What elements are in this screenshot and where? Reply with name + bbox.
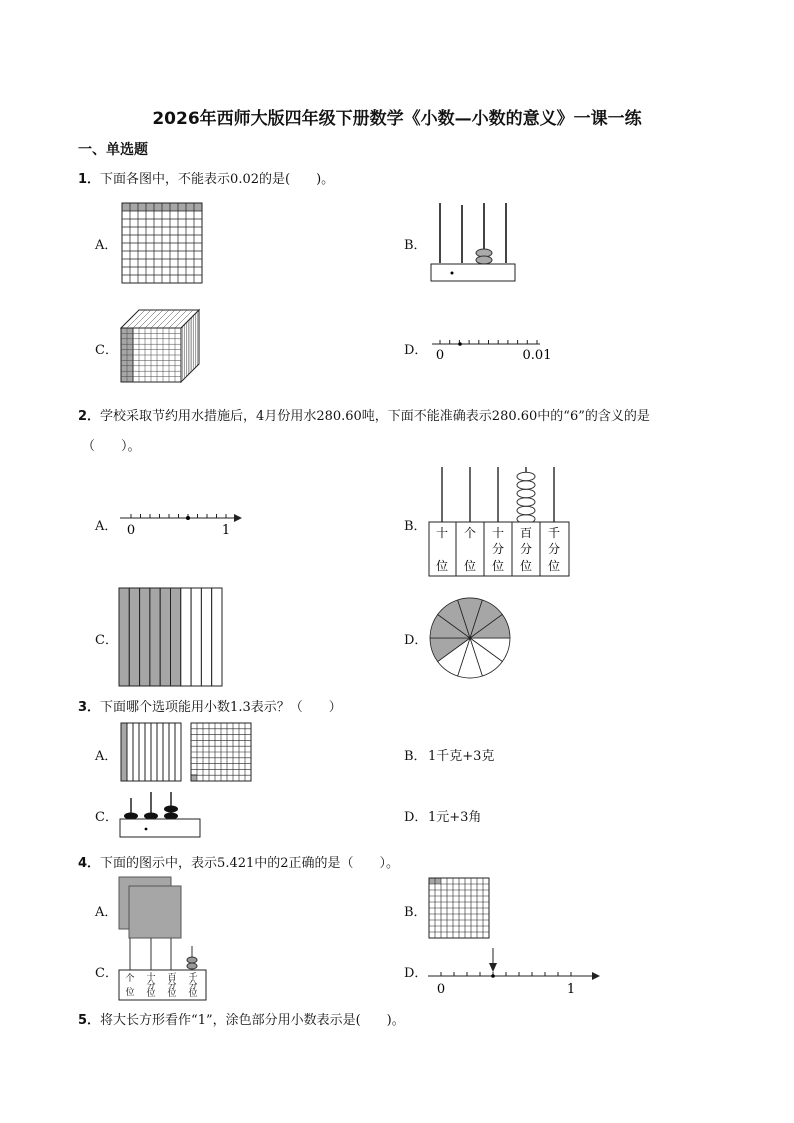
question-text: 下面各图中，不能表示0.02的是( )。: [100, 172, 335, 187]
place-label: 个: [125, 974, 135, 984]
option-label: C．: [95, 810, 118, 825]
place-value-abacus: [428, 467, 573, 579]
page-title: 2026年西师大版四年级下册数学《小数—小数的意义》一课一练: [152, 109, 642, 129]
hundred-grid-figure: [121, 202, 203, 284]
strip: [175, 723, 181, 781]
strips-and-grid-figure: [120, 722, 260, 784]
number-line-figure: [432, 336, 552, 366]
place-label: 位: [463, 559, 477, 573]
strip: [201, 588, 211, 686]
strip: [171, 588, 181, 686]
tick-label: 0: [436, 982, 446, 997]
question-number: 4．: [78, 856, 101, 871]
question-text: 下面的图示中，表示5.421中的2正确的是（ ）。: [100, 856, 400, 871]
bead: [517, 472, 535, 481]
option-label: A．: [95, 519, 118, 534]
abacus-figure: [119, 792, 203, 840]
question-number: 3．: [78, 700, 101, 715]
strip: [145, 723, 151, 781]
question-5: [78, 1009, 405, 1028]
abacus-figure: [430, 203, 520, 283]
place-label: 位: [188, 989, 198, 999]
strip: [212, 588, 222, 686]
place-label: 位: [435, 559, 449, 573]
tick-label: 1: [566, 982, 576, 997]
place-label: 分: [491, 542, 505, 556]
hundred-grid-figure: [428, 877, 492, 941]
strip: [181, 588, 191, 686]
section-heading: 一、单选题: [78, 142, 148, 158]
strip: [139, 723, 145, 781]
option-label: A．: [95, 749, 118, 764]
strip: [127, 723, 133, 781]
strip: [160, 588, 170, 686]
strip: [121, 723, 127, 781]
place-label: 千: [188, 973, 198, 983]
option-label: C．: [95, 343, 118, 358]
strip: [119, 588, 129, 686]
option-label: B．: [404, 905, 427, 920]
option-text: 1元+3角: [428, 810, 482, 825]
question-2-blank: （ ）。: [82, 439, 141, 454]
place-label: 千: [547, 526, 561, 540]
place-label: 位: [519, 559, 533, 573]
strip: [129, 588, 139, 686]
option-label: C．: [95, 966, 118, 981]
place-label: 十: [491, 526, 505, 540]
tick-label: 0: [435, 348, 445, 363]
option-label: B．: [404, 749, 427, 764]
place-label: 分: [519, 542, 533, 556]
number-line-figure: [120, 510, 245, 540]
bead: [517, 481, 535, 490]
place-label: 位: [125, 988, 135, 998]
tenths-strip-figure: [118, 587, 224, 689]
place-label: 位: [146, 989, 156, 999]
two-squares-figure: [118, 876, 184, 942]
place-label: 百: [167, 973, 177, 983]
strip: [163, 723, 169, 781]
question-2: [78, 405, 650, 424]
pie-sector-figure: [428, 596, 512, 680]
tick-label: 1: [221, 523, 231, 538]
strip: [169, 723, 175, 781]
place-label: 分: [188, 981, 198, 991]
option-text: 1千克+3克: [428, 749, 495, 764]
option-label: D．: [404, 810, 428, 825]
option-label: D．: [404, 966, 428, 981]
tick-label: 0: [126, 523, 136, 538]
place-label: 十: [435, 526, 449, 540]
strip: [140, 588, 150, 686]
question-4: [78, 852, 399, 871]
option-label: B．: [404, 519, 427, 534]
question-1: [78, 168, 334, 187]
question-number: 2．: [78, 409, 101, 424]
question-number: 5．: [78, 1013, 101, 1028]
strip: [191, 588, 201, 686]
place-label: 十: [146, 973, 156, 983]
strip: [157, 723, 163, 781]
question-3: [78, 696, 342, 715]
place-label: 百: [519, 526, 533, 540]
number-line-figure: [428, 948, 603, 996]
place-label: 分: [547, 542, 561, 556]
place-value-abacus: [118, 938, 228, 1004]
option-label: A．: [95, 238, 118, 253]
place-label: 分: [146, 981, 156, 991]
place-label: 个: [463, 526, 477, 540]
question-number: 1．: [78, 172, 101, 187]
strip: [150, 588, 160, 686]
thousand-cube-figure: [121, 306, 201, 386]
place-label: 位: [491, 559, 505, 573]
option-label: D．: [404, 343, 428, 358]
strip: [133, 723, 139, 781]
place-label: 分: [167, 981, 177, 991]
question-text: 学校采取节约用水措施后，4月份用水280.60吨，下面不能准确表示280.60中的“6”的含义的是: [100, 409, 650, 424]
option-label: C．: [95, 633, 118, 648]
option-label: B．: [404, 238, 427, 253]
strip: [151, 723, 157, 781]
bead: [517, 498, 535, 507]
bead: [517, 489, 535, 498]
place-label: 位: [167, 989, 177, 999]
option-label: D．: [404, 633, 428, 648]
place-label: 位: [547, 559, 561, 573]
option-label: A．: [95, 905, 118, 920]
question-text: 下面哪个选项能用小数1.3表示？（ ）: [100, 700, 342, 715]
tick-label: 0.01: [522, 348, 552, 363]
question-text: 将大长方形看作“1”，涂色部分用小数表示是( )。: [100, 1013, 405, 1028]
bead: [517, 506, 535, 515]
